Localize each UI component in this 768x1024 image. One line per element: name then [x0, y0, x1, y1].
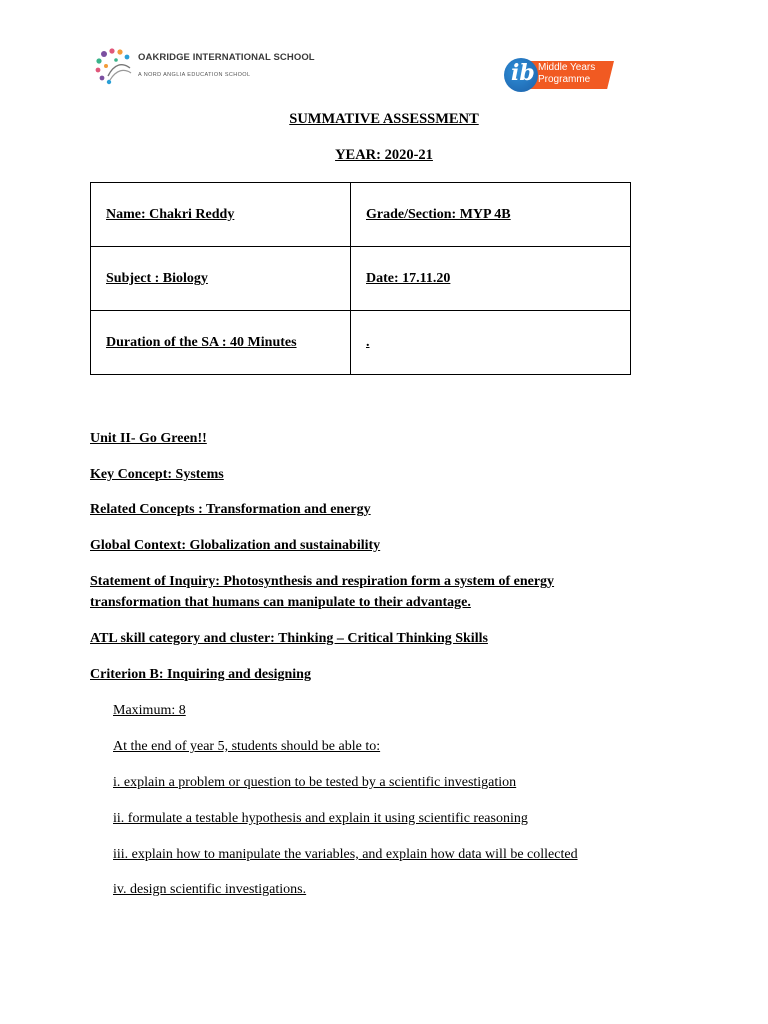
- table-row: [91, 183, 631, 247]
- criterion-heading: Criterion B: Inquiring and designing: [90, 667, 311, 682]
- ib-programme-line2: Programme: [538, 74, 591, 85]
- school-name: OAKRIDGE INTERNATIONAL SCHOOL: [138, 52, 315, 63]
- table-row: [91, 311, 631, 375]
- ib-myp-logo: [504, 58, 616, 94]
- objective-item: ii. formulate a testable hypothesis and explain it using scientific reasoning: [113, 811, 528, 826]
- maximum-marks: Maximum: 8: [113, 703, 186, 718]
- grade-section: Grade/Section: MYP 4B: [366, 206, 511, 222]
- student-name: Name: Chakri Reddy: [106, 206, 235, 222]
- global-context: Global Context: Globalization and sustainability: [90, 538, 381, 553]
- related-concepts: Related Concepts : Transformation and energy: [90, 502, 371, 517]
- ib-programme-text: [538, 62, 595, 86]
- subject: Subject : Biology: [106, 270, 208, 286]
- statement-of-inquiry-line1: Statement of Inquiry: Photosynthesis and respiration form a system of energy: [90, 574, 555, 589]
- school-logo: [94, 46, 314, 90]
- objectives-intro: At the end of year 5, students should be able to:: [113, 739, 381, 754]
- date-cell: [351, 247, 631, 311]
- ib-mark: ib: [511, 60, 535, 86]
- duration: Duration of the SA : 40 Minutes: [106, 334, 297, 350]
- date: Date: 17.11.20: [366, 270, 451, 286]
- school-crest-icon: [94, 46, 134, 86]
- assessment-title: SUMMATIVE ASSESSMENT: [289, 111, 479, 127]
- statement-of-inquiry-line2: transformation that humans can manipulate to their advantage.: [90, 595, 471, 610]
- key-concept: Key Concept: Systems: [90, 467, 224, 482]
- table-row: [91, 247, 631, 311]
- grade-cell: [351, 183, 631, 247]
- school-subtitle: A NORD ANGLIA EDUCATION SCHOOL: [138, 72, 251, 78]
- ib-programme-line1: Middle Years: [538, 62, 596, 73]
- student-info-table: [90, 182, 631, 375]
- atl-skill: ATL skill category and cluster: Thinking – Critical Thinking Skills: [90, 631, 488, 646]
- ib-globe-icon: [504, 58, 538, 92]
- objective-item: iv. design scientific investigations.: [113, 882, 307, 897]
- subject-cell: [91, 247, 351, 311]
- assessment-year: YEAR: 2020-21: [335, 147, 433, 163]
- blank-value: .: [366, 334, 370, 350]
- objective-item: iii. explain how to manipulate the variables, and explain how data will be collected: [113, 847, 578, 862]
- unit-title: Unit II- Go Green!!: [90, 431, 207, 446]
- name-cell: [91, 183, 351, 247]
- blank-cell: [351, 311, 631, 375]
- objective-item: i. explain a problem or question to be tested by a scientific investigation: [113, 775, 517, 790]
- duration-cell: [91, 311, 351, 375]
